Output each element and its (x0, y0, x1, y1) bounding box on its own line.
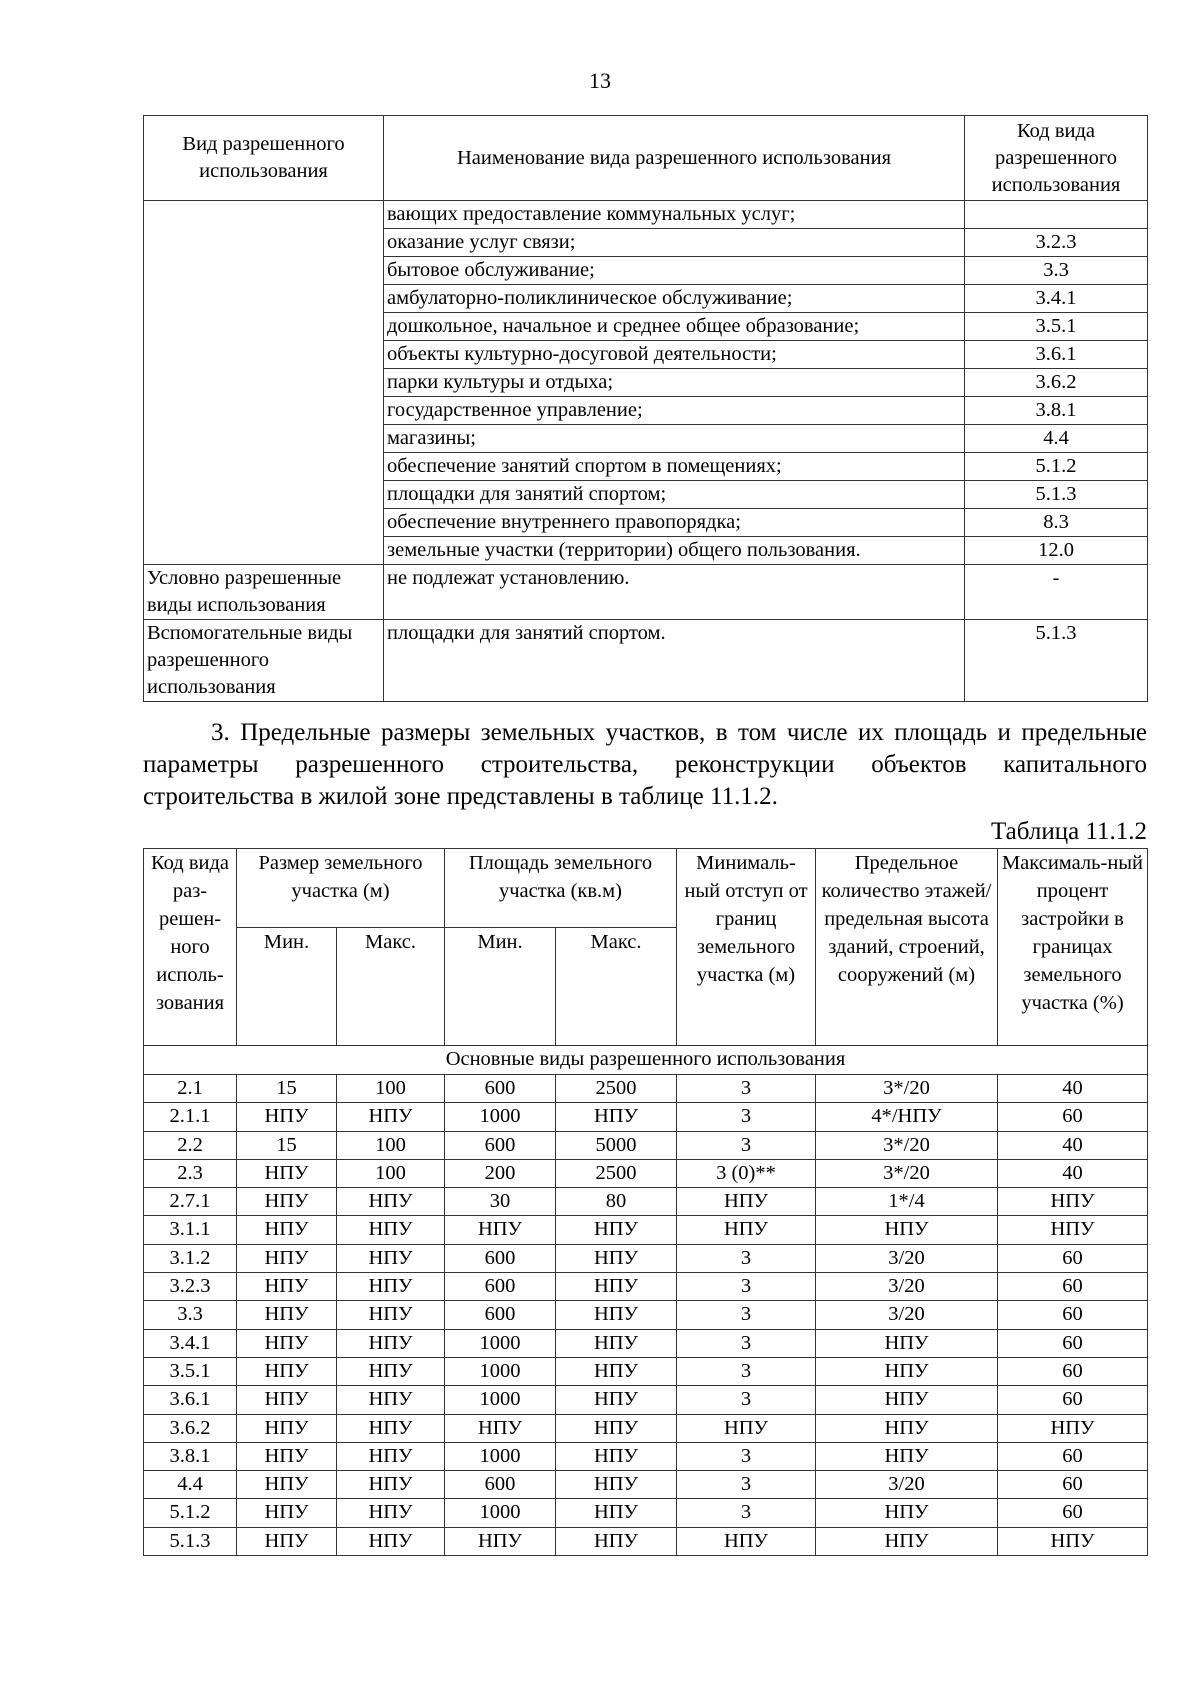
area-min-cell: 30 (445, 1188, 556, 1216)
use-code-cell (965, 201, 1148, 229)
size-max-cell: НПУ (337, 1216, 445, 1244)
code-cell: 2.1.1 (144, 1103, 237, 1131)
size-max-cell: НПУ (337, 1499, 445, 1527)
area-max-cell: НПУ (556, 1386, 677, 1414)
use-type-cell (144, 201, 384, 565)
size-max-cell: НПУ (337, 1471, 445, 1499)
size-max-cell: НПУ (337, 1357, 445, 1385)
header-size: Размер земельного участка (м) (237, 849, 445, 928)
setback-cell: 3 (0)** (677, 1159, 816, 1187)
table-row (144, 1131, 1148, 1159)
table-row (144, 1442, 1148, 1470)
table-row (144, 1471, 1148, 1499)
table-row (144, 1075, 1148, 1103)
use-name-cell: не подлежат установлению. (384, 565, 965, 620)
coverage-cell: 60 (998, 1301, 1148, 1329)
coverage-cell: 40 (998, 1131, 1148, 1159)
size-min-cell: НПУ (237, 1301, 337, 1329)
use-name-cell: дошкольное, начальное и среднее общее образование; (384, 313, 965, 341)
area-min-cell: 1000 (445, 1442, 556, 1470)
area-max-cell: НПУ (556, 1244, 677, 1272)
table-row (144, 1527, 1148, 1555)
area-min-cell: 600 (445, 1131, 556, 1159)
use-code-cell: 5.1.2 (965, 453, 1148, 481)
area-max-cell: НПУ (556, 1442, 677, 1470)
area-min-cell: 600 (445, 1075, 556, 1103)
coverage-cell: 40 (998, 1075, 1148, 1103)
setback-cell: 3 (677, 1301, 816, 1329)
use-code-cell: 3.3 (965, 257, 1148, 285)
setback-cell: 3 (677, 1329, 816, 1357)
code-cell: 4.4 (144, 1471, 237, 1499)
coverage-cell: 60 (998, 1471, 1148, 1499)
size-min-cell: НПУ (237, 1103, 337, 1131)
area-max-cell: НПУ (556, 1499, 677, 1527)
floors-cell: 3/20 (816, 1244, 998, 1272)
header-size-max: Макс. (337, 928, 445, 1046)
area-min-cell: 600 (445, 1301, 556, 1329)
coverage-cell: 60 (998, 1103, 1148, 1131)
coverage-cell: 60 (998, 1273, 1148, 1301)
area-min-cell: 600 (445, 1471, 556, 1499)
setback-cell: НПУ (677, 1527, 816, 1555)
area-max-cell: НПУ (556, 1357, 677, 1385)
area-min-cell: 200 (445, 1159, 556, 1187)
coverage-cell: 60 (998, 1244, 1148, 1272)
floors-cell: НПУ (816, 1216, 998, 1244)
floors-cell: 3/20 (816, 1301, 998, 1329)
coverage-cell: НПУ (998, 1216, 1148, 1244)
floors-cell: НПУ (816, 1357, 998, 1385)
setback-cell: 3 (677, 1273, 816, 1301)
area-max-cell: НПУ (556, 1103, 677, 1131)
size-min-cell: НПУ (237, 1329, 337, 1357)
use-name-cell: обеспечение внутреннего правопорядка; (384, 509, 965, 537)
table-row (144, 1386, 1148, 1414)
table-row (144, 1414, 1148, 1442)
area-max-cell: НПУ (556, 1527, 677, 1555)
size-min-cell: НПУ (237, 1357, 337, 1385)
coverage-cell: 60 (998, 1357, 1148, 1385)
section-row (144, 1046, 1148, 1075)
size-max-cell: НПУ (337, 1414, 445, 1442)
header-setback: Минималь-ный отступ от границ земельного участка (м) (677, 849, 816, 1046)
size-max-cell: НПУ (337, 1244, 445, 1272)
header-use-name: Наименование вида разрешенного использования (384, 116, 965, 201)
use-code-cell: 12.0 (965, 537, 1148, 565)
size-min-cell: НПУ (237, 1414, 337, 1442)
header-coverage: Максималь-ный процент застройки в границах земельного участка (%) (998, 849, 1148, 1046)
code-cell: 2.2 (144, 1131, 237, 1159)
table-row (144, 1301, 1148, 1329)
code-cell: 3.1.2 (144, 1244, 237, 1272)
floors-cell: 1*/4 (816, 1188, 998, 1216)
coverage-cell: 60 (998, 1442, 1148, 1470)
header-use-code: Код вида разрешенного использования (965, 116, 1148, 201)
use-name-cell: амбулаторно-поликлиническое обслуживание; (384, 285, 965, 313)
header-area: Площадь земельного участка (кв.м) (445, 849, 677, 928)
area-max-cell: НПУ (556, 1273, 677, 1301)
area-min-cell: НПУ (445, 1527, 556, 1555)
area-max-cell: 2500 (556, 1159, 677, 1187)
size-min-cell: НПУ (237, 1527, 337, 1555)
setback-cell: НПУ (677, 1188, 816, 1216)
setback-cell: 3 (677, 1357, 816, 1385)
coverage-cell: НПУ (998, 1414, 1148, 1442)
floors-cell: 3*/20 (816, 1075, 998, 1103)
code-cell: 2.1 (144, 1075, 237, 1103)
code-cell: 3.6.2 (144, 1414, 237, 1442)
area-max-cell: 80 (556, 1188, 677, 1216)
floors-cell: НПУ (816, 1499, 998, 1527)
page-number: 13 (589, 68, 611, 93)
table-row (144, 1216, 1148, 1244)
floors-cell: 3/20 (816, 1273, 998, 1301)
code-cell: 3.5.1 (144, 1357, 237, 1385)
size-max-cell: НПУ (337, 1273, 445, 1301)
area-min-cell: НПУ (445, 1414, 556, 1442)
coverage-cell: НПУ (998, 1527, 1148, 1555)
size-max-cell: НПУ (337, 1386, 445, 1414)
header-area-max: Макс. (556, 928, 677, 1046)
table-row (144, 1188, 1148, 1216)
conditional-use-row (144, 565, 1148, 620)
coverage-cell: 40 (998, 1159, 1148, 1187)
header-size-min: Мин. (237, 928, 337, 1046)
size-max-cell: НПУ (337, 1103, 445, 1131)
size-min-cell: НПУ (237, 1216, 337, 1244)
use-code-cell: - (965, 565, 1148, 620)
table-row (144, 201, 1148, 229)
code-cell: 3.2.3 (144, 1273, 237, 1301)
code-cell: 2.3 (144, 1159, 237, 1187)
use-code-cell: 3.8.1 (965, 397, 1148, 425)
use-name-cell: обеспечение занятий спортом в помещениях; (384, 453, 965, 481)
use-name-cell: бытовое обслуживание; (384, 257, 965, 285)
use-code-cell: 4.4 (965, 425, 1148, 453)
area-max-cell: НПУ (556, 1471, 677, 1499)
setback-cell: 3 (677, 1103, 816, 1131)
setback-cell: 3 (677, 1386, 816, 1414)
size-min-cell: НПУ (237, 1442, 337, 1470)
area-max-cell: 5000 (556, 1131, 677, 1159)
use-name-cell: площадки для занятий спортом. (384, 620, 965, 702)
header-floors: Предельное количество этажей/ предельная высота зданий, строений, сооружений (м) (816, 849, 998, 1046)
use-name-cell: вающих предоставление коммунальных услуг; (384, 201, 965, 229)
area-min-cell: 1000 (445, 1386, 556, 1414)
paragraph-text (143, 717, 1147, 813)
size-min-cell: НПУ (237, 1244, 337, 1272)
size-min-cell: 15 (237, 1131, 337, 1159)
use-name-cell: оказание услуг связи; (384, 229, 965, 257)
size-max-cell: НПУ (337, 1301, 445, 1329)
size-min-cell: 15 (237, 1075, 337, 1103)
floors-cell: НПУ (816, 1329, 998, 1357)
section-title: Основные виды разрешенного использования (144, 1046, 1148, 1075)
setback-cell: 3 (677, 1244, 816, 1272)
floors-cell: НПУ (816, 1386, 998, 1414)
size-min-cell: НПУ (237, 1386, 337, 1414)
setback-cell: 3 (677, 1442, 816, 1470)
setback-cell: НПУ (677, 1414, 816, 1442)
floors-cell: НПУ (816, 1527, 998, 1555)
use-code-cell: 5.1.3 (965, 620, 1148, 702)
size-max-cell: НПУ (337, 1329, 445, 1357)
header-code: Код вида раз-решен-ного исполь-зования (144, 849, 237, 1046)
setback-cell: 3 (677, 1131, 816, 1159)
table-caption: Таблица 11.1.2 (991, 818, 1147, 845)
area-max-cell: НПУ (556, 1301, 677, 1329)
floors-cell: 4*/НПУ (816, 1103, 998, 1131)
code-cell: 5.1.2 (144, 1499, 237, 1527)
area-min-cell: 600 (445, 1244, 556, 1272)
size-max-cell: НПУ (337, 1442, 445, 1470)
table-row (144, 1273, 1148, 1301)
table-row (144, 1329, 1148, 1357)
permitted-use-table (143, 115, 1148, 702)
area-min-cell: 1000 (445, 1103, 556, 1131)
area-min-cell: НПУ (445, 1216, 556, 1244)
paragraph-body: 3. Предельные размеры земельных участков, в том числе их площадь и предельные параметры разрешенного строительства, реконструкции объектов капитального строительства в жилой зоне представлены в таблице 11.1.2. (143, 719, 1147, 810)
code-cell: 2.7.1 (144, 1188, 237, 1216)
use-name-cell: объекты культурно-досуговой деятельности; (384, 341, 965, 369)
coverage-cell: 60 (998, 1329, 1148, 1357)
size-min-cell: НПУ (237, 1159, 337, 1187)
table-row (144, 1499, 1148, 1527)
use-type-cell: Условно разрешенные виды использования (144, 565, 384, 620)
size-min-cell: НПУ (237, 1471, 337, 1499)
floors-cell: НПУ (816, 1414, 998, 1442)
use-code-cell: 3.2.3 (965, 229, 1148, 257)
code-cell: 3.8.1 (144, 1442, 237, 1470)
code-cell: 3.6.1 (144, 1386, 237, 1414)
use-name-cell: парки культуры и отдыха; (384, 369, 965, 397)
use-code-cell: 5.1.3 (965, 481, 1148, 509)
land-parameters-table (143, 848, 1148, 1556)
use-type-cell: Вспомогательные виды разрешенного использования (144, 620, 384, 702)
size-min-cell: НПУ (237, 1188, 337, 1216)
table-header-row (144, 849, 1148, 928)
coverage-cell: 60 (998, 1499, 1148, 1527)
setback-cell: 3 (677, 1471, 816, 1499)
coverage-cell: 60 (998, 1386, 1148, 1414)
setback-cell: НПУ (677, 1216, 816, 1244)
size-max-cell: НПУ (337, 1188, 445, 1216)
size-min-cell: НПУ (237, 1273, 337, 1301)
area-max-cell: 2500 (556, 1075, 677, 1103)
size-max-cell: 100 (337, 1075, 445, 1103)
use-name-cell: площадки для занятий спортом; (384, 481, 965, 509)
header-use-type: Вид разрешенного использования (144, 116, 384, 201)
header-area-min: Мин. (445, 928, 556, 1046)
size-max-cell: НПУ (337, 1527, 445, 1555)
setback-cell: 3 (677, 1075, 816, 1103)
table-row (144, 1244, 1148, 1272)
table-header-row (144, 116, 1148, 201)
size-min-cell: НПУ (237, 1499, 337, 1527)
size-max-cell: 100 (337, 1159, 445, 1187)
area-max-cell: НПУ (556, 1216, 677, 1244)
code-cell: 3.3 (144, 1301, 237, 1329)
use-code-cell: 8.3 (965, 509, 1148, 537)
floors-cell: 3/20 (816, 1471, 998, 1499)
use-code-cell: 3.4.1 (965, 285, 1148, 313)
size-max-cell: 100 (337, 1131, 445, 1159)
code-cell: 3.1.1 (144, 1216, 237, 1244)
use-name-cell: земельные участки (территории) общего пользования. (384, 537, 965, 565)
table-row (144, 1103, 1148, 1131)
use-code-cell: 3.5.1 (965, 313, 1148, 341)
use-name-cell: магазины; (384, 425, 965, 453)
auxiliary-use-row (144, 620, 1148, 702)
use-name-cell: государственное управление; (384, 397, 965, 425)
floors-cell: 3*/20 (816, 1159, 998, 1187)
area-max-cell: НПУ (556, 1414, 677, 1442)
code-cell: 5.1.3 (144, 1527, 237, 1555)
area-max-cell: НПУ (556, 1329, 677, 1357)
area-min-cell: 1000 (445, 1357, 556, 1385)
use-code-cell: 3.6.1 (965, 341, 1148, 369)
area-min-cell: 1000 (445, 1329, 556, 1357)
floors-cell: 3*/20 (816, 1131, 998, 1159)
area-min-cell: 600 (445, 1273, 556, 1301)
floors-cell: НПУ (816, 1442, 998, 1470)
table-row (144, 1357, 1148, 1385)
area-min-cell: 1000 (445, 1499, 556, 1527)
coverage-cell: НПУ (998, 1188, 1148, 1216)
setback-cell: 3 (677, 1499, 816, 1527)
table-row (144, 1159, 1148, 1187)
use-code-cell: 3.6.2 (965, 369, 1148, 397)
code-cell: 3.4.1 (144, 1329, 237, 1357)
